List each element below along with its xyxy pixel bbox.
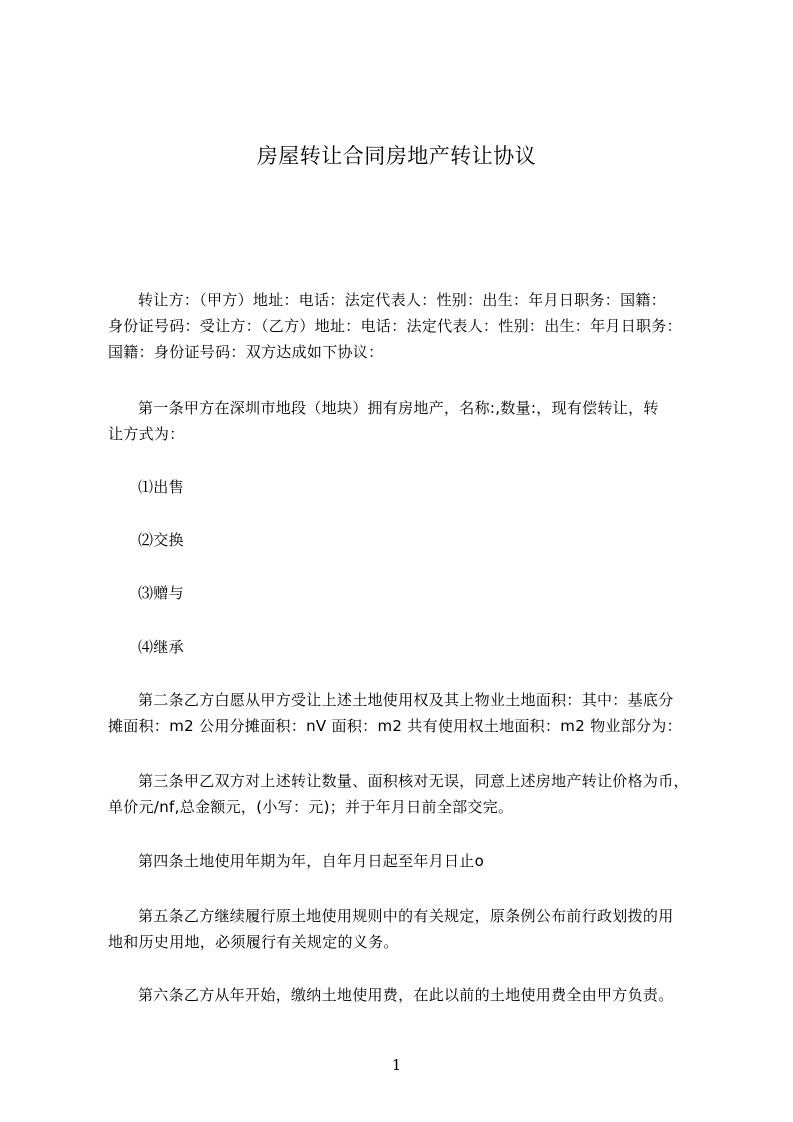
article-5-paragraph-cont [108,929,399,955]
article-2-line-1: 第二条乙方白愿从甲方受让上述土地使用权及其上物业土地面积：其中：基底分 [138,691,674,709]
page-number: 1 [391,1056,402,1074]
parties-line-2: 身份证号码：受让方：（乙方）地址：电话：法定代表人：性别：出生：年月日职务： [108,317,682,335]
document-title: 房屋转让合同房地产转让协议 [256,144,537,168]
article-1-line-2: 让方式为： [108,425,185,443]
article-1-paragraph-cont [108,421,185,447]
article-1-line-1: 第一条甲方在深圳市地段（地块）拥有房地产，名称:,数量:，现有偿转让，转 [138,399,659,417]
article-5-line-1: 第五条乙方继续履行原土地使用规则中的有关规定，原条例公布前行政划拨的用 [138,907,674,925]
parties-paragraph-cont [108,313,682,365]
option-exchange: ⑵交换 [138,531,184,549]
article-2-paragraph [138,687,674,713]
article-2-line-2: 摊面积：m2 公用分摊面积：nV 面积：m2 共有使用权土地面积：m2 物业部分为： [108,717,682,735]
article-3-line-1: 第三条甲乙双方对上述转让数量、面积核对无误，同意上述房地产转让价格为币， [138,772,689,790]
article-5-line-2: 地和历史用地，必须履行有关规定的义务。 [108,933,399,951]
parties-paragraph [138,287,666,313]
option-gift: ⑶赠与 [138,584,184,602]
article-2-paragraph-cont [108,713,682,739]
article-3-line-2: 单价元/nf,总金额元，(小写：元)；并于年月日前全部交完。 [108,798,514,816]
option-inheritance: ⑷继承 [138,638,184,656]
article-1-paragraph [138,395,659,421]
article-5-paragraph [138,903,674,929]
article-4-paragraph: 第四条土地使用年期为年，自年月日起至年月日止o [138,852,485,870]
article-6-paragraph: 第六条乙方从年开始，缴纳土地使用费，在此以前的土地使用费全由甲方负责。 [138,986,674,1004]
article-3-paragraph [138,768,689,794]
parties-line-1: 转让方：（甲方）地址：电话：法定代表人：性别：出生：年月日职务：国籍： [138,291,667,309]
option-sale: ⑴出售 [138,478,184,496]
parties-line-3: 国籍：身份证号码：双方达成如下协议： [108,343,384,361]
article-3-paragraph-cont [108,794,513,820]
